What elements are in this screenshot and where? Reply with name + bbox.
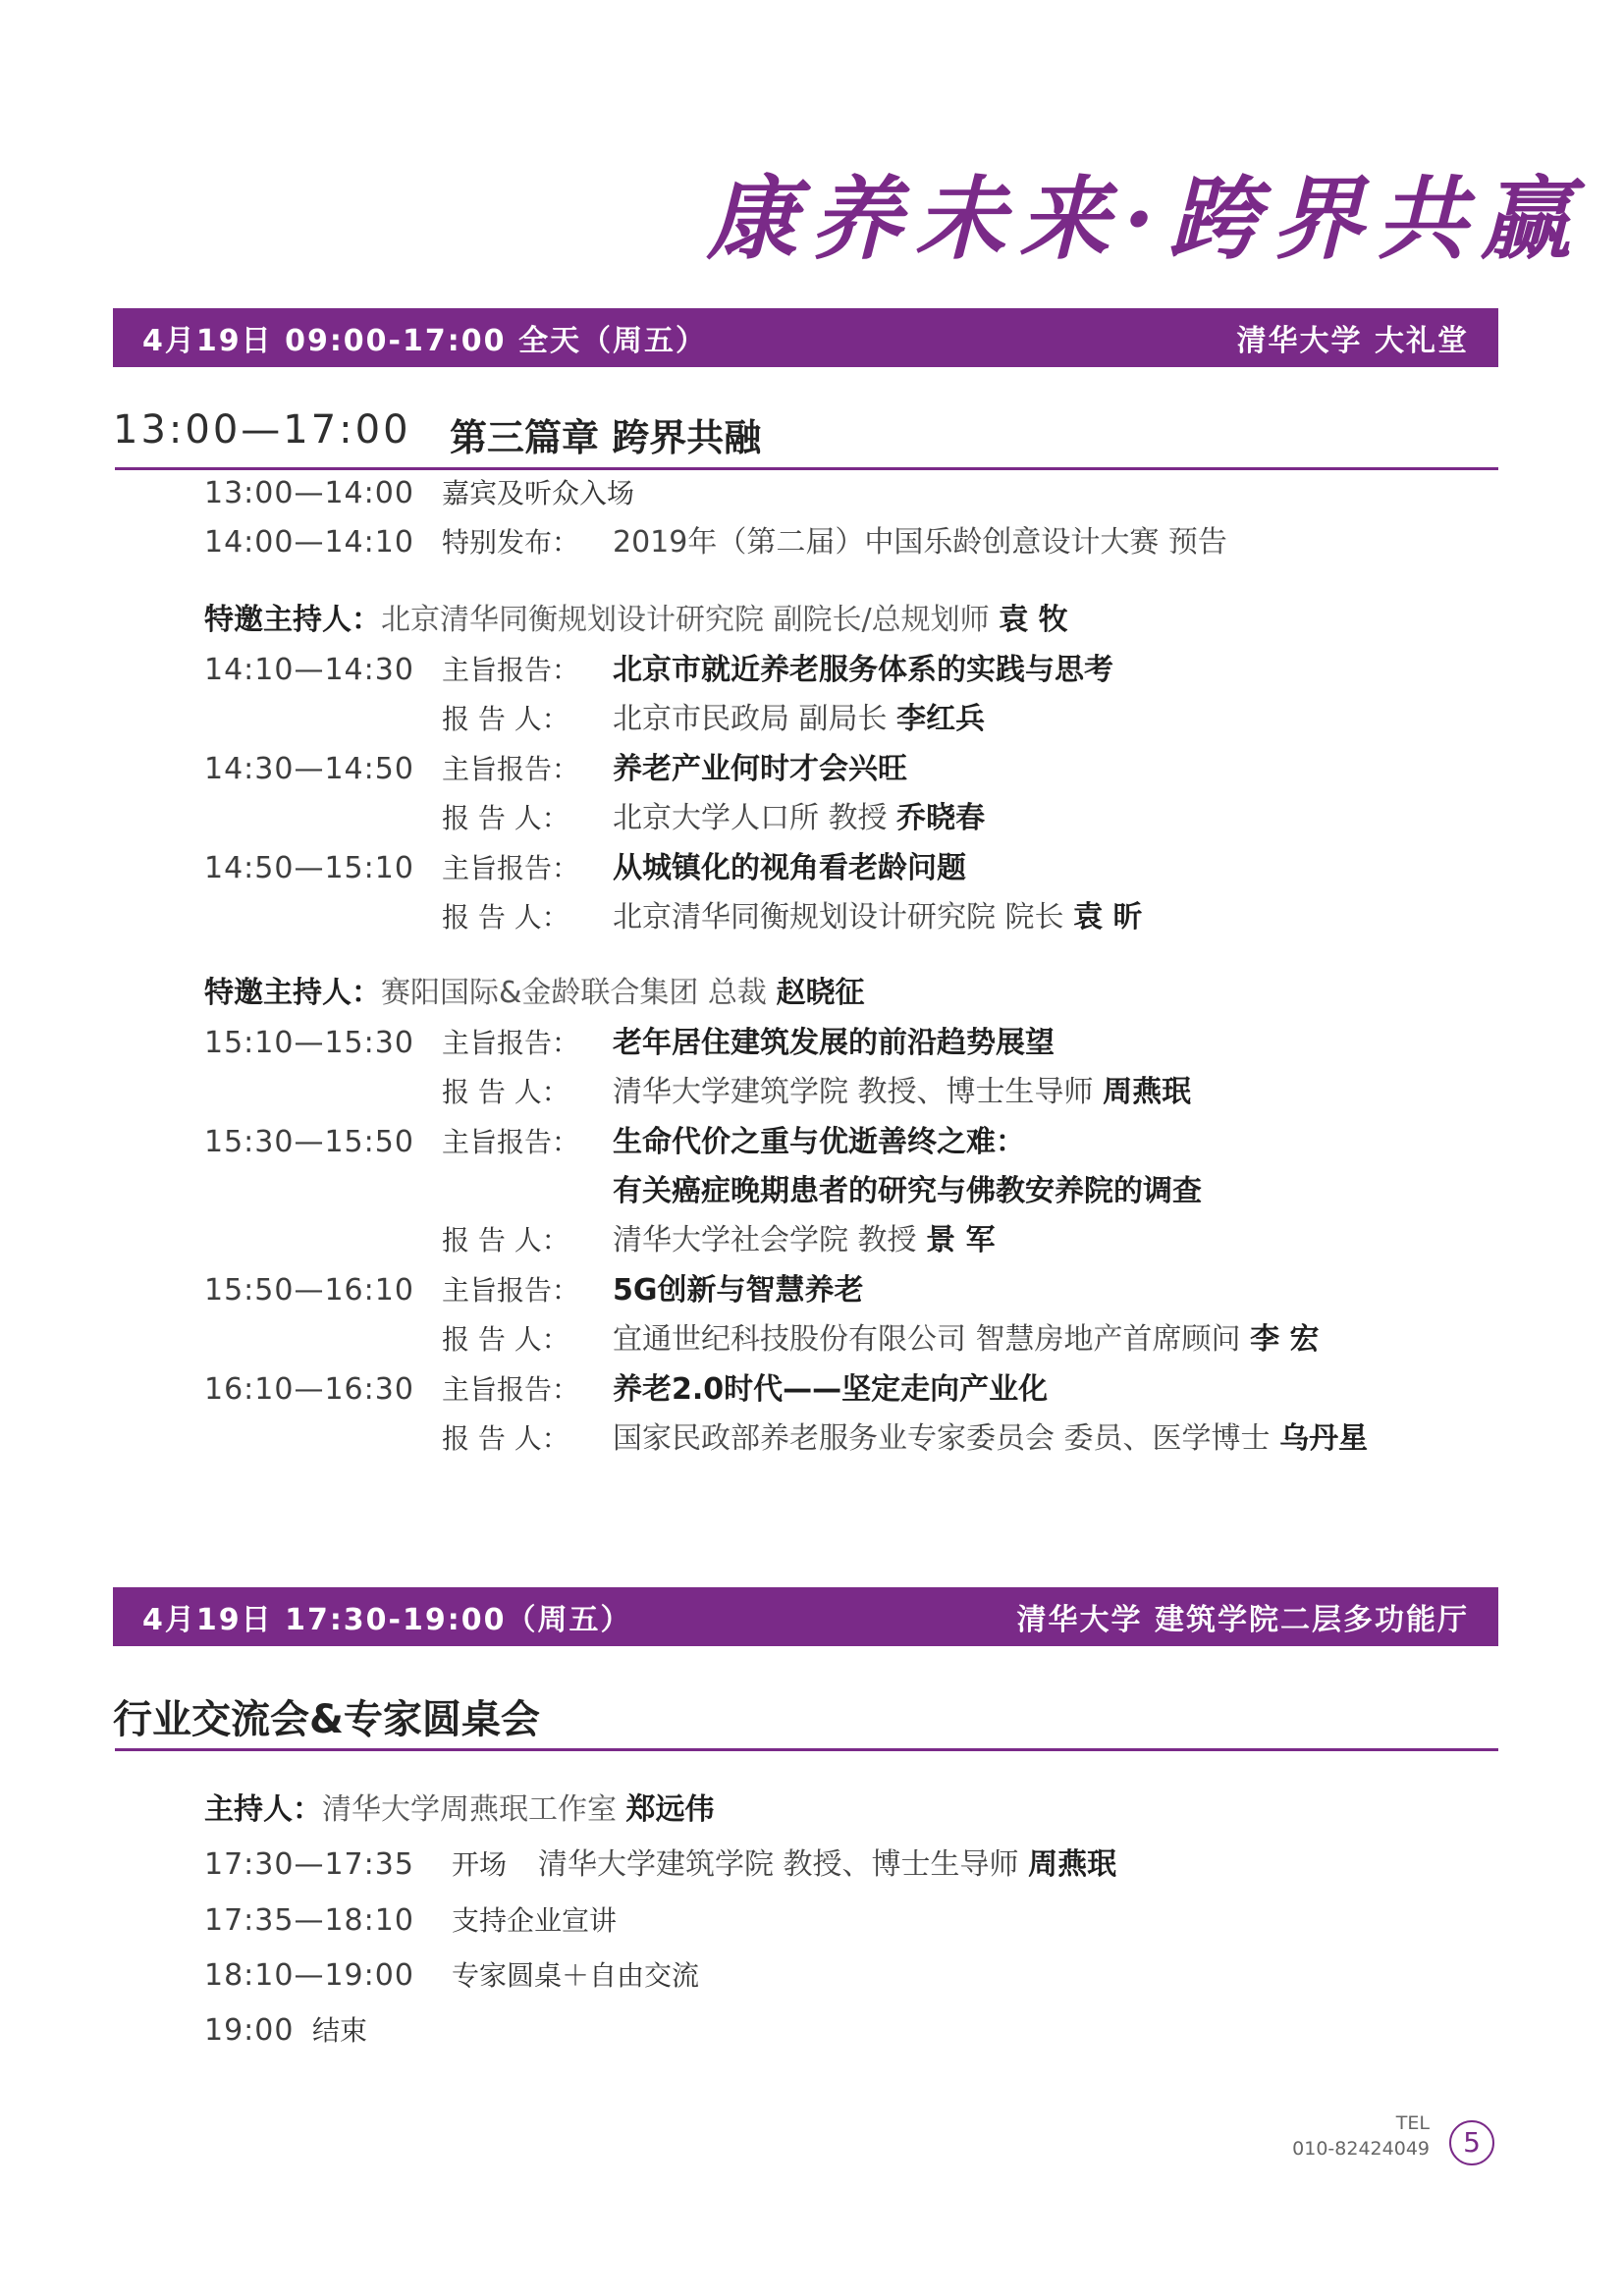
section-1-divider bbox=[115, 467, 1498, 470]
session-1-venue: 清华大学 大礼堂 bbox=[1236, 324, 1469, 358]
session-1-datetime: 4月19日 09:00-17:00 全天（周五） bbox=[142, 324, 707, 358]
session-bar-2 bbox=[113, 1587, 1498, 1646]
section-1-title: 第三篇章 跨界共融 bbox=[450, 416, 762, 459]
section-2-title: 行业交流会&专家圆桌会 bbox=[113, 1697, 540, 1742]
session-2-venue: 清华大学 建筑学院二层多功能厅 bbox=[1016, 1603, 1469, 1637]
session-bar-1 bbox=[113, 308, 1498, 367]
section-2-divider bbox=[115, 1748, 1498, 1751]
page-title: 康养未来·跨界共赢 bbox=[707, 166, 1586, 272]
page-number: 5 bbox=[1449, 2120, 1494, 2165]
session-2-datetime: 4月19日 17:30-19:00（周五） bbox=[142, 1603, 632, 1637]
tel-label: TEL bbox=[1395, 2112, 1430, 2134]
footer-contact bbox=[1292, 2110, 1430, 2162]
tel-number: 010-82424049 bbox=[1292, 2138, 1430, 2160]
section-1-time: 13:00—17:00 bbox=[113, 407, 411, 453]
